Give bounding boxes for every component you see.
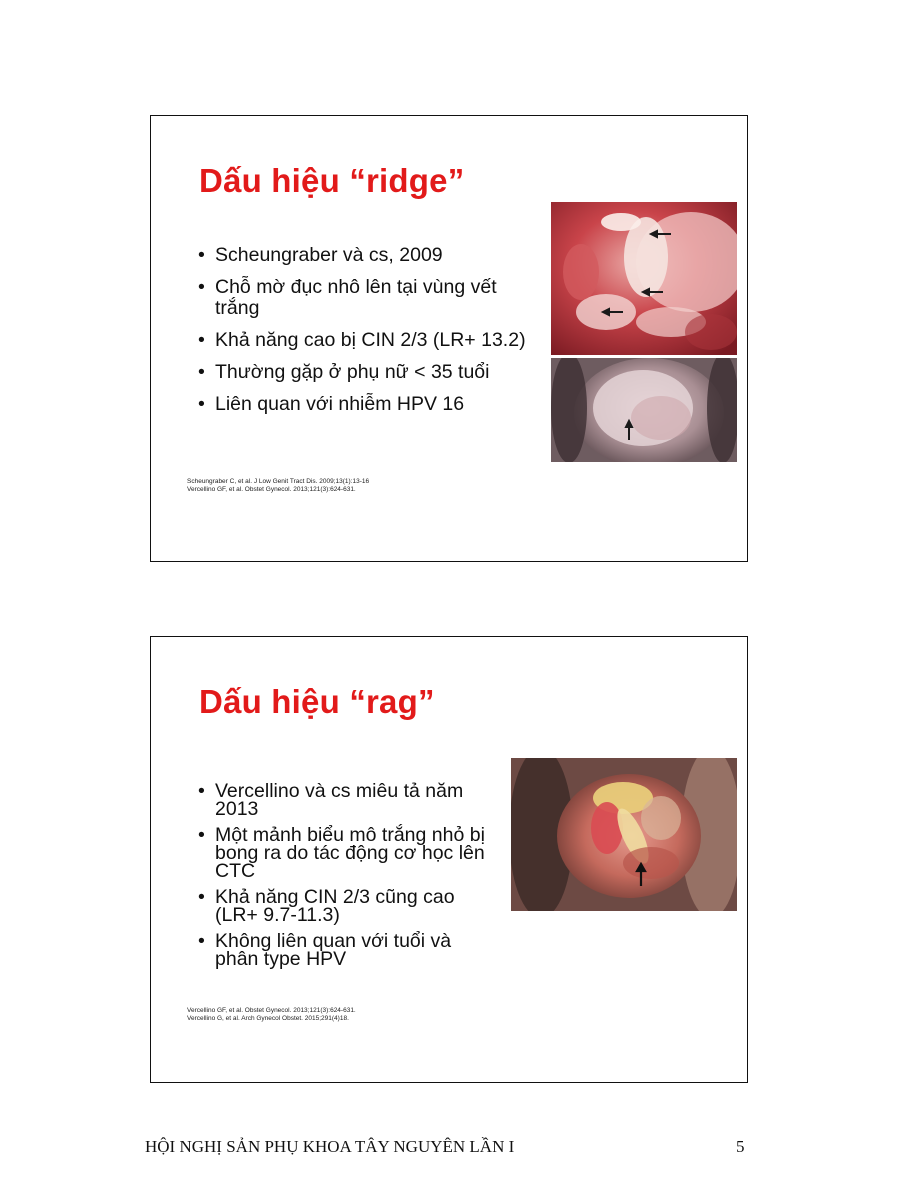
bullet-item: • Thường gặp ở phụ nữ < 35 tuổi xyxy=(198,362,538,383)
bullet-item: • Một mảnh biểu mô trắng nhỏ bị bong ra do tác động cơ học lên CTC xyxy=(198,826,498,880)
bullet-item: • Không liên quan với tuổi và phân type HPV xyxy=(198,932,498,968)
colposcopy-photo-rag xyxy=(511,758,737,911)
colposcopy-photo-ridge-bottom xyxy=(551,358,737,462)
bullet-item: • Vercellino và cs miêu tả năm 2013 xyxy=(198,782,498,818)
reference-line: Vercellino G, et al. Arch Gynecol Obstet. 2015;291(4)18. xyxy=(187,1015,349,1022)
bullet-item: • Khả năng cao bị CIN 2/3 (LR+ 13.2) xyxy=(198,330,538,351)
slide-rag xyxy=(150,636,748,1083)
bullet-list xyxy=(198,782,498,976)
bullet-list xyxy=(198,245,538,426)
bullet-item: • Chỗ mờ đục nhô lên tại vùng vết trắng xyxy=(198,277,538,319)
reference-line: Vercellino GF, et al. Obstet Gynecol. 2013;121(3):624-631. xyxy=(187,486,356,493)
footer-title: HỘI NGHỊ SẢN PHỤ KHOA TÂY NGUYÊN LẦN I xyxy=(145,1137,515,1156)
bullet-item: • Khả năng CIN 2/3 cũng cao (LR+ 9.7-11.3) xyxy=(198,888,498,924)
reference-line: Scheungraber C, et al. J Low Genit Tract Dis. 2009;13(1):13-16 xyxy=(187,478,370,485)
page-number: 5 xyxy=(736,1137,745,1156)
slide-ridge xyxy=(150,115,748,562)
slide-title: Dấu hiệu “rag” xyxy=(199,683,435,720)
colposcopy-photo-ridge-top xyxy=(551,202,737,355)
bullet-item: • Liên quan với nhiễm HPV 16 xyxy=(198,394,538,415)
bullet-item: • Scheungraber và cs, 2009 xyxy=(198,245,538,266)
slide-title: Dấu hiệu “ridge” xyxy=(199,162,465,199)
reference-line: Vercellino GF, et al. Obstet Gynecol. 2013;121(3):624-631. xyxy=(187,1007,356,1014)
references xyxy=(187,1007,356,1023)
references xyxy=(187,478,369,494)
